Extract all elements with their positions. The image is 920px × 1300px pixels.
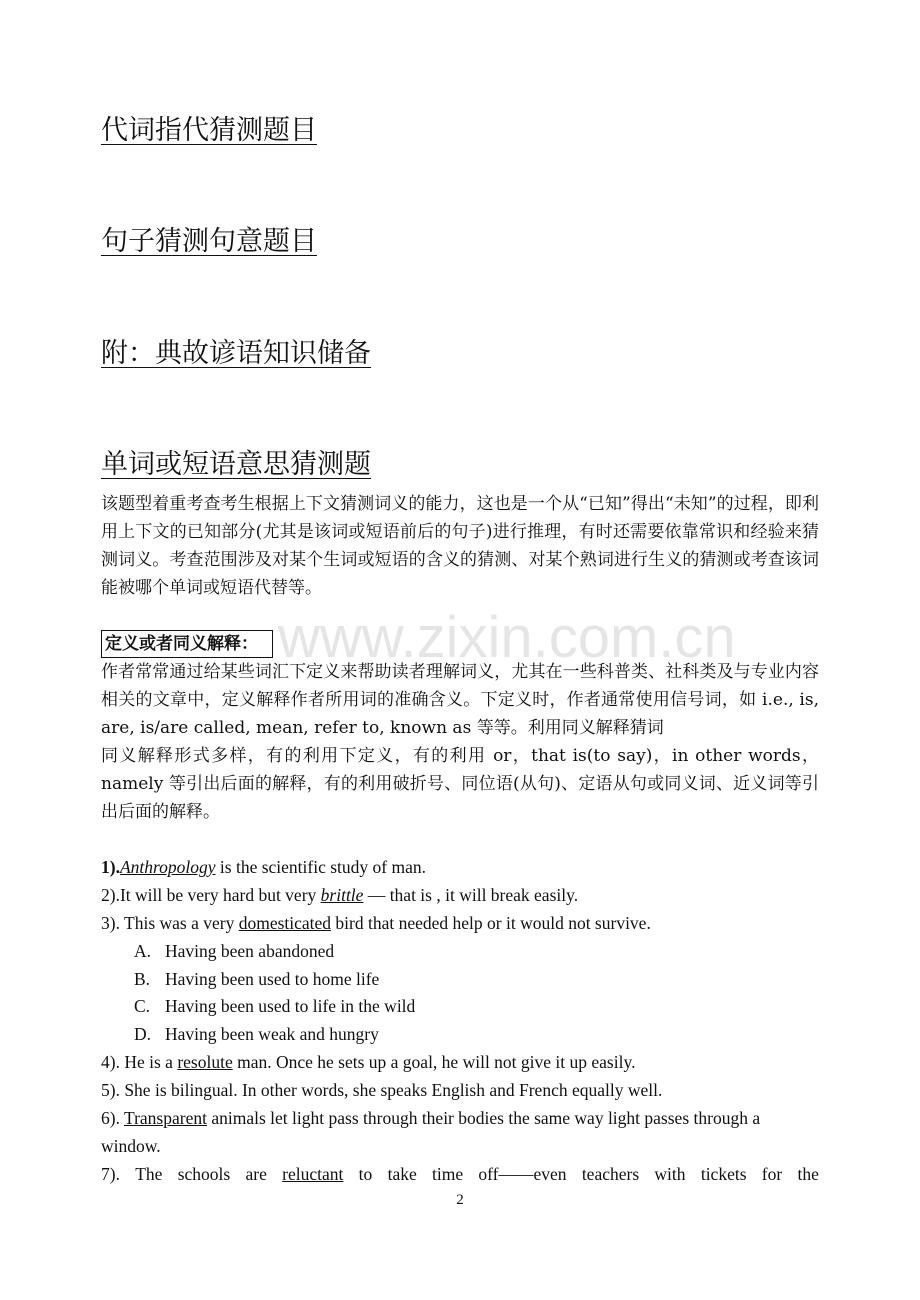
examples-list — [101, 854, 819, 1189]
example-3-keyword: domesticated — [238, 912, 332, 933]
example-7-word: time — [432, 1163, 464, 1184]
option-c-letter: C. — [134, 996, 151, 1017]
definition-paragraph-1: 作者常常通过给某些词汇下定义来帮助读者理解词义，尤其在一些科普类、社科类及与专业内容相关的文章中，定义解释作者所用词的准确含义。下定义时，作者通常使用信号词，如 i.e., is, are, is/are called, mean, refer to, known as 等等。利用同义解释猜词 — [101, 662, 819, 738]
option-c-text: Having been used to life in the wild — [165, 996, 416, 1017]
example-7-word: take — [387, 1163, 417, 1184]
heading-idioms-appendix: 附：典故谚语知识储备 — [101, 338, 371, 369]
definition-paragraph-2: 同义解释形式多样，有的利用下定义，有的利用 or，that is(to say)，in other words，namely 等引出后面的解释，有的利用破折号、同位语(从句)、定语从句或同义词、近义词等引出后面的解释。 — [101, 746, 819, 822]
heading-pronoun-reference: 代词指代猜测题目 — [101, 115, 317, 146]
example-7-keyword: reluctant — [282, 1163, 344, 1184]
option-b-letter: B. — [134, 968, 151, 989]
watermark: www.zixin.com.cn — [278, 605, 736, 670]
example-7-word: to — [358, 1163, 373, 1184]
example-2-pre: 2).It will be very hard but very — [101, 884, 321, 905]
option-b-text: Having been used to home life — [165, 968, 380, 989]
example-6-pre: 6). — [101, 1108, 125, 1129]
option-d-text: Having been weak and hungry — [165, 1024, 379, 1045]
example-6 — [101, 1105, 819, 1133]
example-1-number: 1). — [101, 857, 120, 877]
page-number: 2 — [456, 1192, 464, 1208]
example-4-text: man. Once he sets up a goal, he will not give it up easily. — [232, 1052, 636, 1073]
option-d — [101, 1021, 819, 1049]
example-7-word: schools — [177, 1163, 231, 1184]
option-a-text: Having been abandoned — [165, 940, 335, 961]
option-b — [101, 966, 819, 994]
definition-section — [101, 658, 819, 826]
example-3 — [101, 910, 819, 938]
example-4 — [101, 1049, 819, 1077]
example-6-keyword: Transparent — [124, 1108, 207, 1129]
example-2-keyword: brittle — [320, 884, 364, 905]
option-d-letter: D. — [134, 1024, 152, 1045]
option-a-letter: A. — [134, 940, 152, 961]
example-1-keyword: Anthropology — [119, 857, 216, 877]
example-3-text: bird that needed help or it would not survive. — [331, 912, 651, 933]
example-7-word: The — [135, 1163, 163, 1184]
example-7-word: for — [761, 1163, 783, 1184]
example-1 — [101, 854, 819, 882]
example-6-text: animals let light pass through their bodies the same way light passes through a — [206, 1108, 761, 1129]
example-4-pre: 4). He is a — [101, 1052, 178, 1073]
option-a — [101, 938, 819, 966]
example-3-pre: 3). This was a very — [101, 912, 239, 933]
example-5: 5). She is bilingual. In other words, she speaks English and French equally well. — [101, 1080, 663, 1101]
example-2 — [101, 882, 819, 910]
heading-sentence-meaning: 句子猜测句意题目 — [101, 226, 317, 257]
example-7 — [101, 1161, 819, 1189]
example-7-word: the — [797, 1163, 819, 1184]
example-1-text: is the scientific study of man. — [215, 857, 426, 877]
example-4-keyword: resolute — [177, 1052, 233, 1073]
heading-word-meaning: 单词或短语意思猜测题 — [101, 449, 371, 480]
definition-box-label: 定义或者同义解释： — [101, 630, 273, 658]
example-7-word: with — [654, 1163, 686, 1184]
example-7-word: off——even — [478, 1163, 567, 1184]
example-2-text: — that is , it will break easily. — [363, 884, 579, 905]
intro-text: 该题型着重考查考生根据上下文猜测词义的能力，这也是一个从“已知”得出“未知”的过程，即利用上下文的已知部分(尤其是该词或短语前后的句子)进行推理，有时还需要依靠常识和经验来猜测词义。考查范围涉及对某个生词或短语的含义的猜测、对某个熟词进行生义的猜测或考查该词能被哪个单词或短语代替等。 — [101, 494, 819, 598]
intro-paragraph — [101, 490, 819, 602]
example-7-word: tickets — [700, 1163, 747, 1184]
option-c — [101, 993, 819, 1021]
example-6-continuation: window. — [101, 1135, 161, 1156]
example-7-word: are — [245, 1163, 267, 1184]
example-7-word: teachers — [581, 1163, 640, 1184]
example-7-word: 7). — [101, 1163, 120, 1184]
